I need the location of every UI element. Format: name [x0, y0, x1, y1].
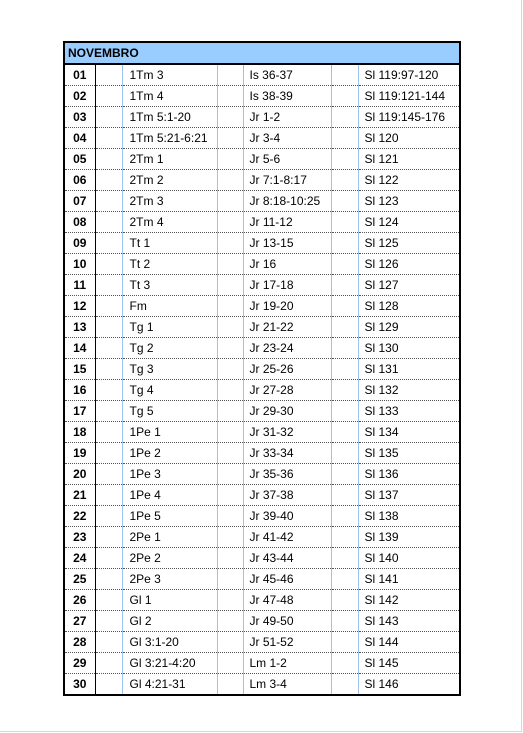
reading-1[interactable]: 2Tm 3 [122, 191, 217, 212]
check-box-1[interactable] [95, 506, 122, 527]
reading-2[interactable]: Jr 13-15 [243, 233, 331, 254]
check-box-2[interactable] [217, 149, 243, 170]
reading-3[interactable]: Sl 139 [358, 527, 460, 548]
day-number[interactable]: 01 [64, 64, 95, 86]
check-box-2[interactable] [217, 170, 243, 191]
reading-2[interactable]: Jr 3-4 [243, 128, 331, 149]
check-box-3[interactable] [331, 506, 358, 527]
day-number[interactable]: 03 [64, 107, 95, 128]
reading-3[interactable]: Sl 137 [358, 485, 460, 506]
day-number[interactable]: 28 [64, 632, 95, 653]
reading-1[interactable]: Tt 1 [122, 233, 217, 254]
check-box-3[interactable] [331, 275, 358, 296]
check-box-2[interactable] [217, 128, 243, 149]
day-number[interactable]: 30 [64, 674, 95, 696]
reading-1[interactable]: Tt 2 [122, 254, 217, 275]
check-box-3[interactable] [331, 233, 358, 254]
table-row [64, 128, 460, 149]
reading-3[interactable]: Sl 127 [358, 275, 460, 296]
day-number[interactable]: 17 [64, 401, 95, 422]
check-box-2[interactable] [217, 212, 243, 233]
check-box-2[interactable] [217, 527, 243, 548]
check-box-1[interactable] [95, 317, 122, 338]
reading-2[interactable]: Lm 1-2 [243, 653, 331, 674]
reading-2[interactable]: Is 36-37 [243, 64, 331, 86]
reading-2[interactable]: Jr 23-24 [243, 338, 331, 359]
check-box-2[interactable] [217, 254, 243, 275]
reading-schedule-table [63, 41, 461, 696]
day-number[interactable]: 08 [64, 212, 95, 233]
check-box-2[interactable] [217, 548, 243, 569]
table-row [64, 64, 460, 86]
table-row [64, 296, 460, 317]
check-box-1[interactable] [95, 485, 122, 506]
check-box-2[interactable] [217, 359, 243, 380]
reading-2[interactable]: Jr 45-46 [243, 569, 331, 590]
reading-3[interactable]: Sl 145 [358, 653, 460, 674]
check-box-3[interactable] [331, 359, 358, 380]
table-row [64, 548, 460, 569]
check-box-1[interactable] [95, 464, 122, 485]
reading-2[interactable]: Jr 41-42 [243, 527, 331, 548]
reading-1[interactable]: Tg 5 [122, 401, 217, 422]
check-box-3[interactable] [331, 590, 358, 611]
check-box-2[interactable] [217, 275, 243, 296]
reading-1[interactable]: Gl 4:21-31 [122, 674, 217, 696]
table-row [64, 422, 460, 443]
reading-3[interactable]: Sl 123 [358, 191, 460, 212]
table-row [64, 506, 460, 527]
check-box-3[interactable] [331, 212, 358, 233]
reading-3[interactable]: Sl 144 [358, 632, 460, 653]
reading-3[interactable]: Sl 130 [358, 338, 460, 359]
reading-2[interactable]: Jr 16 [243, 254, 331, 275]
check-box-1[interactable] [95, 296, 122, 317]
check-box-2[interactable] [217, 380, 243, 401]
table-row [64, 632, 460, 653]
check-box-1[interactable] [95, 338, 122, 359]
check-box-3[interactable] [331, 128, 358, 149]
check-box-1[interactable] [95, 527, 122, 548]
reading-2[interactable]: Jr 49-50 [243, 611, 331, 632]
check-box-3[interactable] [331, 401, 358, 422]
reading-2[interactable]: Jr 51-52 [243, 632, 331, 653]
reading-2[interactable]: Jr 19-20 [243, 296, 331, 317]
table-row [64, 212, 460, 233]
check-box-1[interactable] [95, 86, 122, 107]
check-box-3[interactable] [331, 527, 358, 548]
reading-1[interactable]: Fm [122, 296, 217, 317]
reading-3[interactable]: Sl 138 [358, 506, 460, 527]
reading-3[interactable]: Sl 119:97-120 [358, 64, 460, 86]
check-box-1[interactable] [95, 107, 122, 128]
check-box-1[interactable] [95, 380, 122, 401]
check-box-2[interactable] [217, 485, 243, 506]
reading-2[interactable]: Jr 5-6 [243, 149, 331, 170]
reading-1[interactable]: 2Tm 1 [122, 149, 217, 170]
check-box-3[interactable] [331, 338, 358, 359]
reading-3[interactable]: Sl 143 [358, 611, 460, 632]
check-box-2[interactable] [217, 590, 243, 611]
check-box-3[interactable] [331, 443, 358, 464]
day-number[interactable]: 18 [64, 422, 95, 443]
check-box-3[interactable] [331, 107, 358, 128]
table-row [64, 569, 460, 590]
check-box-3[interactable] [331, 611, 358, 632]
check-box-3[interactable] [331, 485, 358, 506]
reading-1[interactable]: Tt 3 [122, 275, 217, 296]
check-box-1[interactable] [95, 548, 122, 569]
reading-3[interactable]: Sl 119:145-176 [358, 107, 460, 128]
reading-3[interactable]: Sl 119:121-144 [358, 86, 460, 107]
check-box-2[interactable] [217, 107, 243, 128]
day-number[interactable]: 26 [64, 590, 95, 611]
check-box-1[interactable] [95, 128, 122, 149]
reading-1[interactable]: 1Pe 1 [122, 422, 217, 443]
table-row [64, 464, 460, 485]
check-box-1[interactable] [95, 590, 122, 611]
reading-2[interactable]: Jr 8:18-10:25 [243, 191, 331, 212]
check-box-3[interactable] [331, 64, 358, 86]
check-box-2[interactable] [217, 64, 243, 86]
reading-2[interactable]: Is 38-39 [243, 86, 331, 107]
reading-1[interactable]: Gl 3:21-4:20 [122, 653, 217, 674]
reading-3[interactable]: Sl 132 [358, 380, 460, 401]
check-box-1[interactable] [95, 212, 122, 233]
table-row [64, 527, 460, 548]
table-row [64, 359, 460, 380]
check-box-3[interactable] [331, 254, 358, 275]
reading-3[interactable]: Sl 136 [358, 464, 460, 485]
reading-1[interactable]: 2Pe 3 [122, 569, 217, 590]
table-row [64, 401, 460, 422]
day-number[interactable]: 15 [64, 359, 95, 380]
reading-2[interactable]: Jr 1-2 [243, 107, 331, 128]
day-number[interactable]: 10 [64, 254, 95, 275]
reading-2[interactable]: Jr 33-34 [243, 443, 331, 464]
check-box-3[interactable] [331, 569, 358, 590]
reading-1[interactable]: Tg 4 [122, 380, 217, 401]
check-box-1[interactable] [95, 254, 122, 275]
check-box-2[interactable] [217, 611, 243, 632]
check-box-3[interactable] [331, 149, 358, 170]
reading-1[interactable]: 2Tm 2 [122, 170, 217, 191]
check-box-1[interactable] [95, 401, 122, 422]
reading-1[interactable]: 1Pe 5 [122, 506, 217, 527]
reading-3[interactable]: Sl 126 [358, 254, 460, 275]
table-row [64, 317, 460, 338]
month-header-row [64, 42, 460, 64]
table-row [64, 170, 460, 191]
reading-3[interactable]: Sl 142 [358, 590, 460, 611]
check-box-3[interactable] [331, 674, 358, 696]
reading-3[interactable]: Sl 134 [358, 422, 460, 443]
reading-2[interactable]: Jr 7:1-8:17 [243, 170, 331, 191]
table-row [64, 380, 460, 401]
day-number[interactable]: 21 [64, 485, 95, 506]
check-box-1[interactable] [95, 170, 122, 191]
table-row [64, 443, 460, 464]
reading-3[interactable]: Sl 135 [358, 443, 460, 464]
day-number[interactable]: 05 [64, 149, 95, 170]
reading-3[interactable]: Sl 122 [358, 170, 460, 191]
check-box-1[interactable] [95, 569, 122, 590]
table-row [64, 254, 460, 275]
table-row [64, 674, 460, 696]
check-box-1[interactable] [95, 674, 122, 696]
day-number[interactable]: 07 [64, 191, 95, 212]
reading-1[interactable]: Tg 3 [122, 359, 217, 380]
check-box-1[interactable] [95, 611, 122, 632]
check-box-2[interactable] [217, 443, 243, 464]
reading-2[interactable]: Jr 47-48 [243, 590, 331, 611]
day-number[interactable]: 06 [64, 170, 95, 191]
check-box-2[interactable] [217, 506, 243, 527]
day-number[interactable]: 04 [64, 128, 95, 149]
check-box-3[interactable] [331, 86, 358, 107]
day-number[interactable]: 02 [64, 86, 95, 107]
reading-2[interactable]: Lm 3-4 [243, 674, 331, 696]
reading-1[interactable]: Gl 1 [122, 590, 217, 611]
reading-1[interactable]: 2Pe 1 [122, 527, 217, 548]
reading-2[interactable]: Jr 25-26 [243, 359, 331, 380]
check-box-3[interactable] [331, 170, 358, 191]
check-box-3[interactable] [331, 464, 358, 485]
table-row [64, 191, 460, 212]
schedule-body [64, 64, 460, 695]
reading-3[interactable]: Sl 133 [358, 401, 460, 422]
reading-2[interactable]: Jr 39-40 [243, 506, 331, 527]
check-box-1[interactable] [95, 359, 122, 380]
check-box-1[interactable] [95, 233, 122, 254]
reading-2[interactable]: Jr 43-44 [243, 548, 331, 569]
check-box-2[interactable] [217, 422, 243, 443]
check-box-2[interactable] [217, 464, 243, 485]
table-row [64, 590, 460, 611]
day-number[interactable]: 16 [64, 380, 95, 401]
table-row [64, 233, 460, 254]
check-box-2[interactable] [217, 632, 243, 653]
day-number[interactable]: 25 [64, 569, 95, 590]
reading-2[interactable]: Jr 11-12 [243, 212, 331, 233]
reading-2[interactable]: Jr 37-38 [243, 485, 331, 506]
check-box-1[interactable] [95, 64, 122, 86]
day-number[interactable]: 23 [64, 527, 95, 548]
check-box-1[interactable] [95, 275, 122, 296]
reading-1[interactable]: Gl 3:1-20 [122, 632, 217, 653]
check-box-3[interactable] [331, 422, 358, 443]
reading-2[interactable]: Jr 35-36 [243, 464, 331, 485]
check-box-1[interactable] [95, 443, 122, 464]
day-number[interactable]: 24 [64, 548, 95, 569]
reading-3[interactable]: Sl 146 [364, 677, 399, 691]
check-box-2[interactable] [217, 233, 243, 254]
table-row [64, 86, 460, 107]
check-box-2[interactable] [217, 296, 243, 317]
reading-3[interactable]: Sl 121 [358, 149, 460, 170]
reading-3[interactable]: Sl 129 [358, 317, 460, 338]
reading-1[interactable]: 1Tm 5:21-6:21 [122, 128, 217, 149]
reading-2[interactable]: Jr 31-32 [243, 422, 331, 443]
day-number[interactable]: 11 [64, 275, 95, 296]
reading-1[interactable]: 1Tm 4 [122, 86, 217, 107]
check-box-2[interactable] [217, 653, 243, 674]
reading-1[interactable]: 1Pe 3 [122, 464, 217, 485]
check-box-2[interactable] [217, 674, 243, 696]
check-box-2[interactable] [217, 401, 243, 422]
reading-3[interactable]: Sl 128 [358, 296, 460, 317]
check-box-2[interactable] [217, 569, 243, 590]
reading-2[interactable]: Jr 17-18 [243, 275, 331, 296]
day-number[interactable]: 12 [64, 296, 95, 317]
reading-1[interactable]: Gl 2 [122, 611, 217, 632]
reading-3[interactable]: Sl 125 [358, 233, 460, 254]
reading-1[interactable]: Tg 1 [122, 317, 217, 338]
table-row [64, 149, 460, 170]
table-row [64, 485, 460, 506]
table-row [64, 275, 460, 296]
day-number[interactable]: 22 [64, 506, 95, 527]
table-row [64, 107, 460, 128]
check-box-1[interactable] [95, 632, 122, 653]
reading-2[interactable]: Jr 27-28 [243, 380, 331, 401]
check-box-2[interactable] [217, 317, 243, 338]
reading-3[interactable]: Sl 131 [358, 359, 460, 380]
table-row [64, 611, 460, 632]
check-box-2[interactable] [217, 191, 243, 212]
reading-1[interactable]: 1Tm 5:1-20 [122, 107, 217, 128]
check-box-3[interactable] [331, 317, 358, 338]
day-number[interactable]: 27 [64, 611, 95, 632]
reading-3[interactable]: Sl 124 [358, 212, 460, 233]
check-box-3[interactable] [331, 632, 358, 653]
check-box-3[interactable] [331, 653, 358, 674]
day-number[interactable]: 14 [64, 338, 95, 359]
day-number[interactable]: 29 [64, 653, 95, 674]
reading-2[interactable]: Jr 29-30 [243, 401, 331, 422]
reading-3[interactable]: Sl 141 [358, 569, 460, 590]
table-row [64, 653, 460, 674]
reading-1[interactable]: 1Pe 4 [122, 485, 217, 506]
reading-1[interactable]: 2Pe 2 [122, 548, 217, 569]
check-box-1[interactable] [95, 653, 122, 674]
reading-3[interactable]: Sl 140 [358, 548, 460, 569]
reading-1[interactable]: 1Tm 3 [122, 64, 217, 86]
check-box-3[interactable] [331, 296, 358, 317]
reading-1[interactable]: Tg 2 [122, 338, 217, 359]
check-box-1[interactable] [95, 422, 122, 443]
day-number[interactable]: 20 [64, 464, 95, 485]
check-box-1[interactable] [95, 191, 122, 212]
check-box-1[interactable] [95, 149, 122, 170]
reading-1[interactable]: 2Tm 4 [122, 212, 217, 233]
reading-3[interactable]: Sl 120 [358, 128, 460, 149]
reading-1[interactable]: 1Pe 2 [122, 443, 217, 464]
month-title[interactable]: NOVEMBRO [64, 42, 460, 64]
check-box-3[interactable] [331, 380, 358, 401]
check-box-3[interactable] [331, 548, 358, 569]
day-number[interactable]: 13 [64, 317, 95, 338]
reading-2[interactable]: Jr 21-22 [243, 317, 331, 338]
day-number[interactable]: 09 [64, 233, 95, 254]
check-box-2[interactable] [217, 86, 243, 107]
check-box-3[interactable] [331, 191, 358, 212]
day-number[interactable]: 19 [64, 443, 95, 464]
table-row [64, 338, 460, 359]
check-box-2[interactable] [217, 338, 243, 359]
